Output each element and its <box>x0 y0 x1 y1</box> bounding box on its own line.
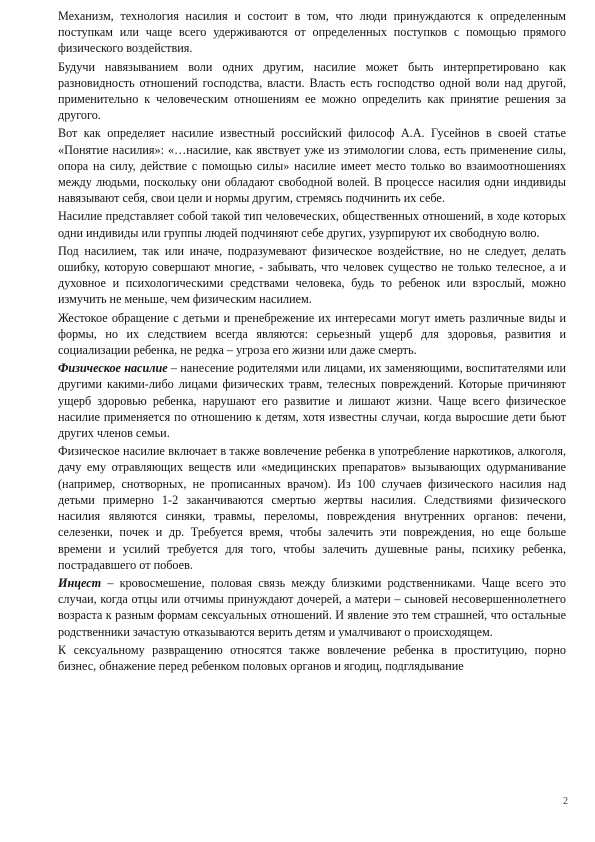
paragraph-text: – кровосмешение, половая связь между близкими родственниками. Чаще всего это случаи, когда отцы или отчимы принуждают дочерей, а матери – сыновей несовершеннолетнего возраста к разным формам сексуальных отношений. И явление это тем страшней, что остальные родственники зачастую отказываются верить детям и умалчивают о происходящем. <box>58 575 566 639</box>
paragraph-text: Физическое насилие включает в также вовлечение ребенка в употребление наркотиков, алкоголя, дачу ему отравляющих веществ или «медицинских препаратов» вызывающих одурманивание (например, снотворных, не прописанных врачом). Из 100 случаев физического насилия над детьми примерно 1-2 заканчиваются смертью жертвы насилия. Следствиями физического насилия являются синяки, травмы, переломы, повреждения внутренних органов: печени, селезенки, почек и др. Требуется время, чтобы залечить эти повреждения, но еще больше времени и усилий требуется для того, чтобы залечить душевные раны, психику ребенка, пострадавшего от побоев. <box>58 444 566 572</box>
paragraph-imposition-of-will <box>58 59 566 124</box>
page-number: 2 <box>563 796 568 807</box>
paragraph-text: Механизм, технология насилия и состоит в том, что люди принуждаются к определенным поступкам или чаще всего удерживаются от определенных поступков с помощью прямого физического воздействия. <box>58 9 566 56</box>
term-incest: Инцест <box>58 575 102 590</box>
paragraph-text: Насилие представляет собой такой тип человеческих, общественных отношений, в ходе которых одни индивиды или группы людей подчиняют себе других, узурпируют их свободную волю. <box>58 209 566 240</box>
paragraph-mechanism <box>58 8 566 57</box>
paragraph-incest <box>58 575 566 640</box>
paragraph-relationship-type <box>58 208 566 240</box>
paragraph-text: Вот как определяет насилие известный российский философ А.А. Гусейнов в своей статье «Понятие насилия»: «…насилие, как явствует уже из этимологии слова, есть применение силы, опора на силу, действие с помощью силы» насилие имеет место только во взаимоотношениях между людьми, поскольку они обладают свободной волей. В процессе насилия одни индивиды навязывают себя, свои цели и нормы другим, стремясь подчинить их себе. <box>58 126 566 206</box>
paragraph-guseinov-definition <box>58 125 566 206</box>
paragraph-sexual-abuse <box>58 642 566 674</box>
paragraph-psychological-violence <box>58 243 566 308</box>
paragraph-physical-violence <box>58 360 566 441</box>
document-page <box>58 8 566 676</box>
paragraph-text: Жестокое обращение с детьми и пренебрежение их интересами могут иметь различные виды и формы, но их следствием всегда являются: серьезный ущерб для здоровья, развития и социализации ребенка, не редка – угроза его жизни или даже смерть. <box>58 310 566 358</box>
paragraph-text: К сексуальному развращению относятся также вовлечение ребенка в проституцию, порно бизнес, обнажение перед ребенком половых органов и ягодиц, подглядывание <box>58 642 566 673</box>
paragraph-text: – нанесение родителями или лицами, их заменяющими, воспитателями или другими какими-либо лицами физических травм, телесных повреждений. Которые причиняют ущерб здоровью ребенка, нарушают его развитие и лишают жизни. Чаще всего физическое насилие применяется по отношению к детям, хотя известны случаи, когда выросшие дети бьют других членов семьи. <box>58 361 566 441</box>
paragraph-text: Будучи навязыванием воли одних другим, насилие может быть интерпретировано как разновидность отношений господства, власти. Власть есть господство одной воли над другой, применительно к человеческим отношениям ее можно определить как принятие решения за другого. <box>58 59 566 123</box>
paragraph-child-abuse <box>58 310 566 359</box>
paragraph-text: Под насилием, так или иначе, подразумевают физическое воздействие, но не следует, делать ошибку, которую совершают многие, - забывать, что человек существо не только телесное, а и духовное и психологическими средствами человека, будь то ребенок или взрослый, можно измучить не меньше, чем физическим насилием. <box>58 243 566 307</box>
paragraph-drug-involvement <box>58 443 566 573</box>
term-physical-violence: Физическое насилие <box>58 361 168 376</box>
